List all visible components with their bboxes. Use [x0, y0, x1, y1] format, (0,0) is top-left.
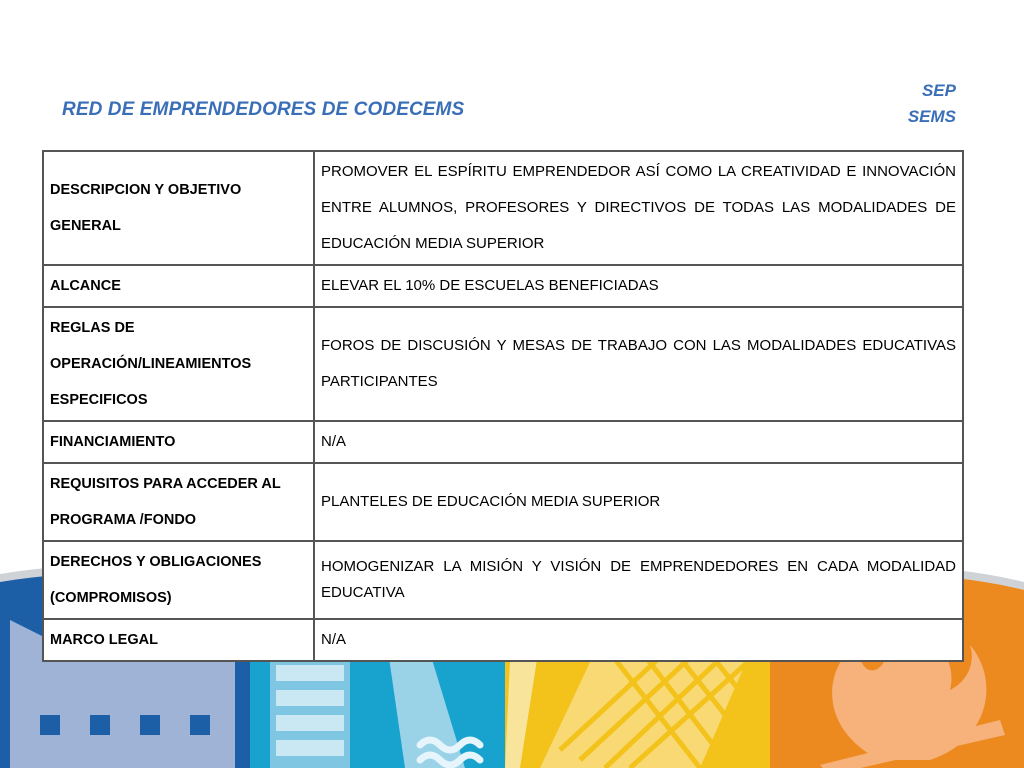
- org-sep: SEP: [921, 81, 956, 100]
- row-value-requisitos: PLANTELES DE EDUCACIÓN MEDIA SUPERIOR: [314, 463, 963, 541]
- row-label-derechos: DERECHOS Y OBLIGACIONES (COMPROMISOS): [43, 541, 314, 619]
- row-label-financiamiento: FINANCIAMIENTO: [43, 421, 314, 463]
- row-value-descripcion: PROMOVER EL ESPÍRITU EMPRENDEDOR ASÍ COMO LA CREATIVIDAD E INNOVACIÓN ENTRE ALUMNOS, PROFESORES Y DIRECTIVOS DE TODAS LAS MODALIDADES DE EDUCACIÓN MEDIA SUPERIOR: [314, 151, 963, 265]
- table-row: [43, 265, 963, 307]
- row-value-marco-legal: N/A: [314, 619, 963, 661]
- row-label-requisitos: REQUISITOS PARA ACCEDER AL PROGRAMA /FONDO: [43, 463, 314, 541]
- row-label-marco-legal: MARCO LEGAL: [43, 619, 314, 661]
- row-value-alcance: ELEVAR EL 10% DE ESCUELAS BENEFICIADAS: [314, 265, 963, 307]
- row-label-reglas: REGLAS DE OPERACIÓN/LINEAMIENTOS ESPECIFICOS: [43, 307, 314, 421]
- table-row: [43, 541, 963, 619]
- table-row: [43, 463, 963, 541]
- row-value-reglas: FOROS DE DISCUSIÓN Y MESAS DE TRABAJO CON LAS MODALIDADES EDUCATIVAS PARTICIPANTES: [314, 307, 963, 421]
- row-label-alcance: ALCANCE: [43, 265, 314, 307]
- row-value-financiamiento: N/A: [314, 421, 963, 463]
- row-label-descripcion: DESCRIPCION Y OBJETIVO GENERAL: [43, 151, 314, 265]
- org-sems: SEMS: [907, 107, 956, 126]
- table-row: [43, 619, 963, 661]
- table-row: [43, 421, 963, 463]
- organization-label: [908, 78, 956, 130]
- table-row: [43, 307, 963, 421]
- table-row: [43, 151, 963, 265]
- page-title: RED DE EMPRENDEDORES DE CODECEMS: [62, 99, 465, 120]
- program-info-table: [42, 150, 964, 662]
- row-value-derechos: HOMOGENIZAR LA MISIÓN Y VISIÓN DE EMPRENDEDORES EN CADA MODALIDAD EDUCATIVA: [314, 541, 963, 619]
